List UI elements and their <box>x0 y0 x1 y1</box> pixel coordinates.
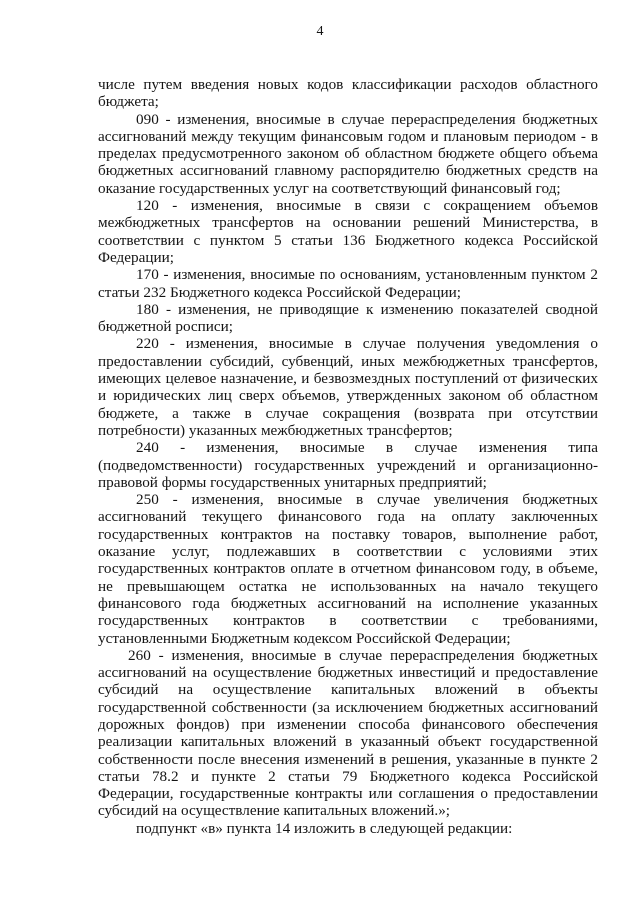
paragraph-code-180: 180 - изменения, не приводящие к изменению показателей сводной бюджетной росписи; <box>98 300 598 336</box>
paragraph-code-090: 090 - изменения, вносимые в случае перераспределения бюджетных ассигнований между текущим финансовым годом и плановым периодом - в пределах предусмотренного законом об областном бюджете общего объема бюджетных ассигнований главному распорядителю бюджетных средств на оказание государственных услуг на соответствующий финансовый год; <box>98 110 598 197</box>
paragraph-code-220: 220 - изменения, вносимые в случае получения уведомления о предоставлении субсидий, субвенций, иных межбюджетных трансфертов, имеющих целевое назначение, и безвозмездных поступлений от физических и юридических лиц сверх объемов, утвержденных законом об областном бюджете, а также в случае сокращения (возврата при отсутствии потребности) указанных межбюджетных трансфертов; <box>98 335 598 439</box>
paragraph-subpoint-14v: подпункт «в» пункта 14 изложить в следующей редакции: <box>136 819 513 837</box>
paragraph-code-240: 240 - изменения, вносимые в случае изменения типа (подведомственности) государственных учреждений и организационно-правовой формы государственных унитарных предприятий; <box>98 439 598 491</box>
paragraph-code-250: 250 - изменения, вносимые в случае увеличения бюджетных ассигнований текущего финансового года на оплату заключенных государственных контрактов на поставку товаров, выполнение работ, оказание услуг, подлежавших в соответствии с условиями этих государственных контрактов оплате в отчетном финансовом году, в объеме, не превышающем остатка не использованных на начало текущего финансового года бюджетных ассигнований на исполнение указанных государственных контрактов в соответствии с требованиями, установленными Бюджетным кодексом Российской Федерации; <box>98 491 598 647</box>
paragraph-code-260: 260 - изменения, вносимые в случае перераспределения бюджетных ассигнований на осуществление бюджетных инвестиций и предоставление субсидий на осуществление капитальных вложений в объекты государственной собственности (за исключением бюджетных ассигнований дорожных фондов) при изменении способа финансового обеспечения реализации капитальных вложений в указанный объект государственной собственности после внесения изменений в решения, указанные в пункте 2 статьи 78.2 и пункте 2 статьи 79 Бюджетного кодекса Российской Федерации, государственные контракты или соглашения о предоставлении субсидий на осуществление капитальных вложений.»; <box>98 646 598 820</box>
paragraph-code-120: 120 - изменения, вносимые в связи с сокращением объемов межбюджетных трансфертов на основании решений Министерства, в соответствии с пунктом 5 статьи 136 Бюджетного кодекса Российской Федерации; <box>98 197 598 266</box>
document-body <box>98 76 598 837</box>
page-number: 4 <box>316 24 324 39</box>
paragraph-continuation: числе путем введения новых кодов классификации расходов областного бюджета; <box>98 76 598 111</box>
paragraph-code-170: 170 - изменения, вносимые по основаниям, установленным пунктом 2 статьи 232 Бюджетного кодекса Российской Федерации; <box>98 266 598 301</box>
